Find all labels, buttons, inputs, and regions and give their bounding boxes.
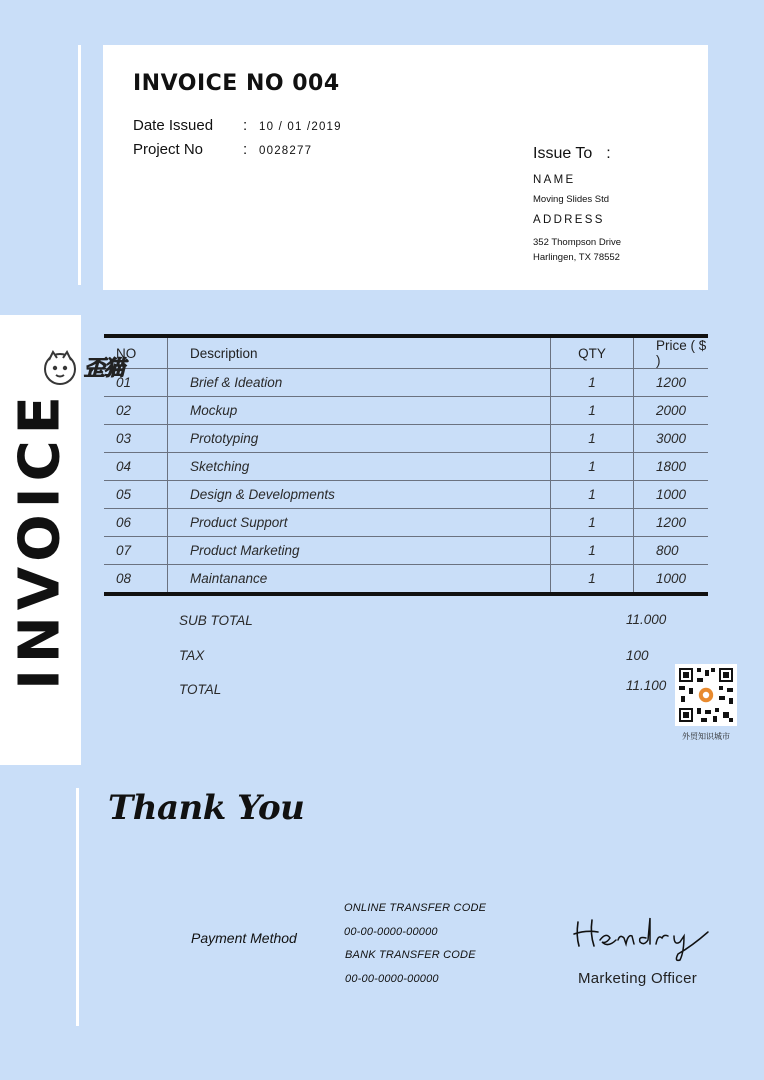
row-price: 1000 [634, 481, 709, 509]
table-row [104, 397, 708, 425]
tax-label: TAX [179, 648, 205, 663]
table-row [104, 425, 708, 453]
top-divider-line [78, 45, 81, 285]
table-row [104, 537, 708, 565]
colon: : [243, 141, 248, 158]
row-qty: 1 [551, 425, 634, 453]
bank-transfer-code: 00-00-0000-00000 [345, 973, 439, 985]
issue-to-heading [533, 145, 621, 163]
row-description: Prototyping [168, 425, 551, 453]
client-address [533, 235, 621, 265]
thank-you-heading: Thank You [108, 788, 305, 828]
row-no: 01 [104, 369, 168, 397]
bottom-divider-line [76, 788, 79, 1026]
header-description: Description [168, 336, 551, 369]
online-transfer-code: 00-00-0000-00000 [344, 926, 438, 938]
row-qty: 1 [551, 397, 634, 425]
total-label: TOTAL [179, 682, 222, 697]
address-line-1: 352 Thompson Drive [533, 237, 622, 248]
header-price: Price ( $ ) [634, 336, 709, 369]
table-row [104, 481, 708, 509]
table-row [104, 509, 708, 537]
address-label: ADDRESS [533, 214, 605, 226]
table-row [104, 565, 708, 595]
subtotal-value: 11.000 [626, 612, 667, 627]
row-qty: 1 [551, 565, 634, 595]
qr-code-icon [675, 664, 737, 726]
header-no: NO [104, 336, 168, 369]
project-no-row [133, 141, 312, 158]
side-invoice-label: INVOICE [7, 390, 73, 690]
row-price: 2000 [634, 397, 709, 425]
project-no-value: 0028277 [259, 145, 313, 157]
client-name: Moving Slides Std [533, 194, 610, 205]
qr-code[interactable] [675, 664, 737, 726]
signatory-title: Marketing Officer [578, 970, 698, 987]
colon: : [606, 145, 611, 162]
table-header-row [104, 336, 708, 369]
date-issued-label: Date Issued [133, 117, 214, 134]
date-issued-value: 10 / 01 /2019 [259, 121, 342, 133]
name-label: NAME [533, 174, 576, 186]
row-price: 3000 [634, 425, 709, 453]
invoice-title: INVOICE NO 004 [133, 71, 340, 96]
row-description: Mockup [168, 397, 551, 425]
header-qty: QTY [551, 336, 634, 369]
row-price: 1800 [634, 453, 709, 481]
row-price: 800 [634, 537, 709, 565]
row-no: 05 [104, 481, 168, 509]
row-qty: 1 [551, 509, 634, 537]
row-qty: 1 [551, 481, 634, 509]
qr-caption: 外贸知识城市 [682, 732, 730, 741]
project-no-label: Project No [133, 141, 204, 158]
row-description: Product Marketing [168, 537, 551, 565]
row-description: Brief & Ideation [168, 369, 551, 397]
row-no: 06 [104, 509, 168, 537]
invoice-header-card [103, 45, 708, 290]
row-no: 03 [104, 425, 168, 453]
date-issued-row [133, 117, 342, 134]
watermark-text: 歪猫 [84, 356, 124, 380]
row-price: 1000 [656, 571, 687, 586]
row-no: 02 [104, 397, 168, 425]
row-no: 08 [104, 565, 168, 595]
online-transfer-label: ONLINE TRANSFER CODE [344, 902, 487, 914]
table-row [104, 453, 708, 481]
row-description: Maintanance [168, 565, 551, 595]
row-qty: 1 [551, 369, 634, 397]
colon: : [243, 117, 248, 134]
row-no: 04 [104, 453, 168, 481]
row-price: 1200 [634, 509, 709, 537]
row-description: Product Support [168, 509, 551, 537]
table-row [104, 369, 708, 397]
tax-value: 100 [626, 648, 649, 663]
issue-to-block [533, 145, 621, 265]
bank-transfer-label: BANK TRANSFER CODE [345, 949, 476, 961]
total-value: 11.100 [626, 678, 667, 693]
row-qty: 1 [551, 537, 634, 565]
cat-logo-icon [40, 348, 80, 388]
issue-to-label: Issue To [533, 145, 593, 162]
row-no: 07 [104, 537, 168, 565]
row-description: Sketching [168, 453, 551, 481]
invoice-items-table [104, 334, 708, 596]
row-qty: 1 [551, 453, 634, 481]
payment-method-label: Payment Method [191, 930, 297, 946]
row-price: 1200 [634, 369, 709, 397]
signature-icon [570, 912, 715, 964]
row-description: Design & Developments [168, 481, 551, 509]
subtotal-label: SUB TOTAL [179, 613, 253, 628]
address-line-2: Harlingen, TX 78552 [533, 252, 620, 263]
